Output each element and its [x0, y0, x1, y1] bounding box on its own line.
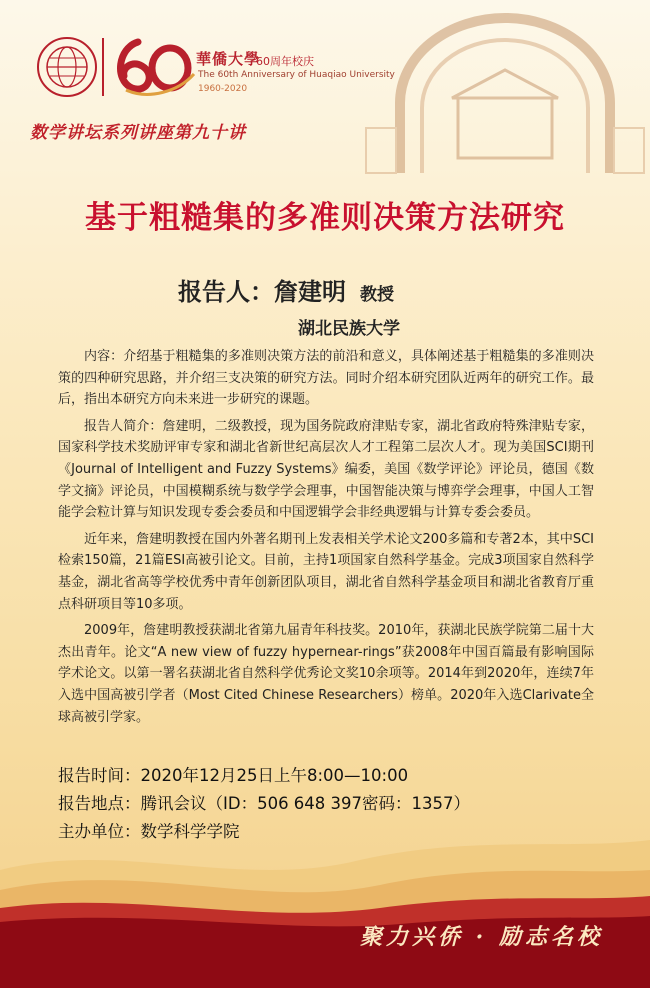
event-time: 报告时间：2020年12月25日上午8:00—10:00 — [58, 766, 409, 785]
university-logo — [36, 36, 98, 98]
anniversary-title: 60周年校庆 — [256, 55, 314, 68]
speaker-name: 詹建明 — [274, 278, 346, 306]
speaker-line — [178, 272, 394, 307]
anniversary-subtitle: The 60th Anniversary of Huaqiao University — [198, 70, 395, 80]
publications-paragraph: 近年来，詹建明教授在国内外著名期刊上发表相关学术论文200多篇和专著2本，其中SCI检索150篇，21篇ESI高被引论文。目前，主持1项国家自然科学基金。完成3项国家自然科学基金，湖北省高等学校优秀中青年创新团队项目，湖北省自然科学基金项目和湖北省教育厅重点科研项目等10多项。 — [58, 531, 594, 612]
speaker-affiliation: 湖北民族大学 — [298, 319, 400, 339]
header-divider — [102, 38, 104, 96]
abstract-paragraph: 内容：介绍基于粗糙集的多准则决策方法的前沿和意义，具体阐述基于粗糙集的多准则决策的四种研究思路，并介绍三支决策的研究方法。同时介绍本研究团队近两年的研究工作。最后，指出本研究方向未来进一步研究的课题。 — [58, 349, 594, 408]
anniversary-calligraphy: 華僑大學 — [196, 50, 261, 68]
speaker-title: 教授 — [360, 285, 394, 305]
campus-gate-illustration — [360, 8, 650, 178]
speaker-label: 报告人： — [178, 278, 274, 306]
event-location: 报告地点：腾讯会议（ID：506 648 397密码：1357） — [58, 794, 471, 813]
event-host: 主办单位：数学科学学院 — [58, 822, 240, 841]
lecture-description — [58, 346, 594, 733]
lecture-series-title: 数学讲坛系列讲座第九十讲 — [30, 123, 246, 143]
decorative-waves — [0, 830, 650, 988]
bio-paragraph: 报告人简介：詹建明，二级教授，现为国务院政府津贴专家，湖北省政府特殊津贴专家，国家科学技术奖励评审专家和湖北省新世纪高层次人才工程第二层次人才。现为美国SCI期刊《Journal of Intelligent and Fuzzy Systems》编委，美国《数学评论》评论员，德国《数学文摘》评论员，中国模糊系统与数学学会理事，中国智能决策与博弈学会理事，中国人工智能学会粒计算与知识发现专委会委员和中国逻辑学会非经典逻辑与计算专委会委员。 — [58, 418, 594, 521]
university-slogan: 聚力兴侨 · 励志名校 — [360, 924, 603, 950]
anniversary-years: 1960-2020 — [198, 84, 248, 94]
awards-paragraph: 2009年，詹建明教授获湖北省第九届青年科技奖。2010年，获湖北民族学院第二届十大杰出青年。论文“A new view of fuzzy hypernear-rings”获2008年中国百篇最有影响国际学术论文。以第一署名获湖北省自然科学优秀论文奖10余项等。2014年到2020年，连续7年入选中国高被引学者（Most Cited Chinese Researchers）榜单。2020年入选Clarivate全球高被引学家。 — [58, 623, 594, 725]
sixtieth-anniversary-logo — [108, 30, 196, 100]
lecture-title: 基于粗糙集的多准则决策方法研究 — [85, 200, 565, 236]
